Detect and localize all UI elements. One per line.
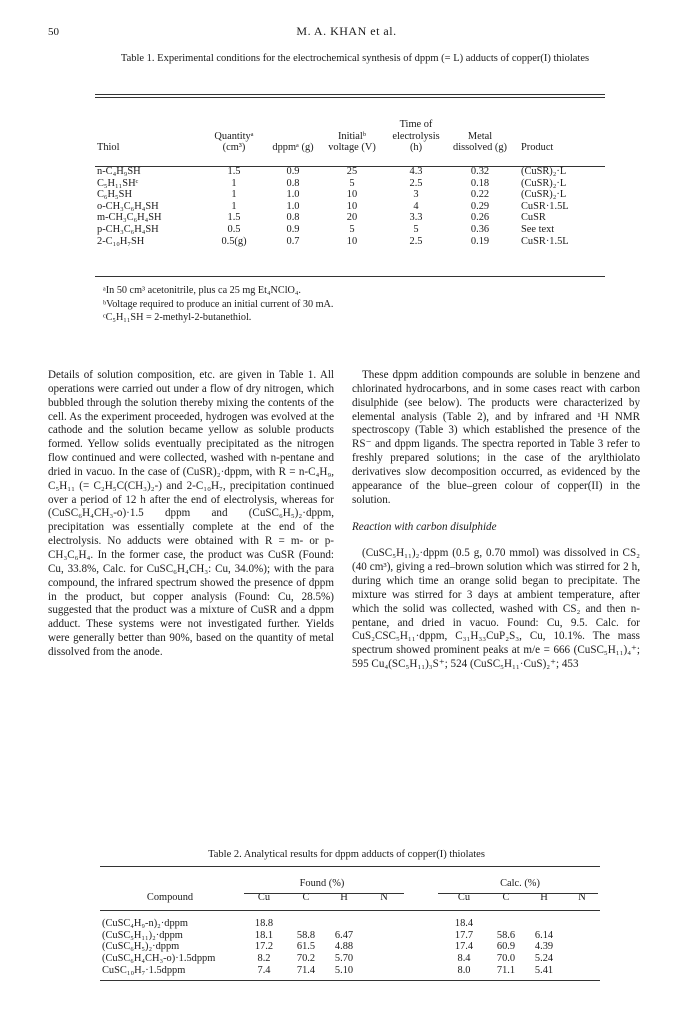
table1-header-cell: Product	[521, 142, 554, 154]
table-cell: 7.4	[257, 964, 271, 976]
table1-top-rule	[95, 94, 605, 95]
table-cell: C₆H₅SH	[97, 189, 132, 201]
table1-header-rule	[95, 166, 605, 167]
table-cell: p-CH₃C₆H₄SH	[97, 223, 159, 235]
table-cell: 4.39	[534, 941, 554, 953]
table-cell: 2.5	[409, 177, 423, 189]
table-cell: (CuSR)₂·L	[521, 177, 567, 189]
table-cell: 25	[346, 166, 358, 177]
table-cell	[524, 918, 564, 930]
table-cell: 0.8	[286, 212, 300, 224]
table-cell: 4.3	[409, 166, 423, 177]
table1-footnote: ᵇVoltage required to produce an initial current of 30 mA.	[103, 298, 334, 310]
table2-calc-rule	[438, 893, 598, 894]
table-row	[95, 201, 605, 213]
table-cell: 5.24	[534, 953, 554, 965]
table-cell: 17.4	[454, 941, 474, 953]
table-cell: 10	[346, 200, 358, 212]
table2-header-element: C	[502, 892, 510, 904]
table1-header-cell: Initialᵇ voltage (V)	[328, 130, 376, 154]
table2-header-element: C	[302, 892, 310, 904]
table-cell: (CuSC₅H₁₁)₂·dppm	[102, 929, 183, 941]
table-cell: 1.5	[227, 212, 241, 224]
table2-header-element: H	[340, 892, 348, 904]
table-cell	[564, 918, 600, 930]
table-cell: 3.3	[409, 212, 423, 224]
table-cell: 1.0	[286, 189, 300, 201]
table2-top-rule	[100, 866, 600, 867]
table1-footnote: ᶜC₅H₁₁SH = 2-methyl-2-butanethiol.	[103, 312, 252, 323]
table1-header	[95, 108, 605, 166]
table-row	[95, 178, 605, 190]
table-cell: 8.4	[457, 953, 471, 965]
table1-bottom-rule	[95, 276, 605, 277]
table-cell: 2.5	[409, 235, 423, 247]
table-row	[95, 189, 605, 201]
table-cell: CuSR·1.5L	[521, 235, 569, 247]
table2-header-element: Cu	[457, 892, 471, 904]
body-paragraph: (CuSC₅H₁₁)₂·dppm (0.5 g, 0.70 mmol) was dissolved in CS₂ (40 cm³), giving a red–brown solution which was stirred for 2 h, during which time an orange solid began to precipitate. The mixture was stirred for 3 days at ambient temperature, after which the solid was collected, washed with CS₂ and then n-pentane, and dried in vacuo. Found: Cu, 9.5. Calc. for CuS₂CSC₅H₁₁·dppm, C₃₁H₃₃CuP₂S₃, Cu, 10.1%. The mass spectrum showed prominent peaks at m/e = 666 (CuSC₅H₁₁)₄⁺; 595 Cu₄(SC₅H₁₁)₃S⁺; 524 (CuSC₅H₁₁·CuS)₂⁺; 453	[352, 547, 640, 671]
table-cell: C₅H₁₁SHᶜ	[97, 177, 139, 189]
table-cell: 6.47	[334, 929, 354, 941]
page-number: 50	[48, 26, 59, 38]
table-cell	[324, 918, 364, 930]
body-paragraph: These dppm addition compounds are soluble in benzene and chlorinated hydrocarbons, and in some cases react with carbon disulphide (see below). The products were characterized by elemental analysis (Table 2), and by infrared and ¹H NMR spectroscopy (Table 3) which established the presence of the RS⁻ and dppm ligands. The spectra reported in Table 3 refer to freshly prepared solutions; in the case of the arylthiolato derivatives slow decomposition occurred, as evidenced by the appearance of the blue–green colour of copper(II) in the solution.	[352, 369, 640, 506]
table-cell: 0.32	[470, 166, 490, 177]
table2-bottom-rule	[100, 980, 600, 981]
table-cell: (CuSR)₂·L	[521, 189, 567, 201]
table1-footnote: ᵃIn 50 cm³ acetonitrile, plus ca 25 mg Et₄NClO₄.	[103, 285, 301, 296]
table-cell: 1	[231, 189, 237, 201]
table-cell: 5.10	[334, 964, 354, 976]
table2-found-rule	[244, 893, 404, 894]
table-cell: 5	[413, 223, 419, 235]
table-row	[95, 212, 605, 224]
table2-group-found: Found (%)	[299, 878, 345, 890]
table1-header-cell: dppmᵃ (g)	[272, 142, 314, 154]
table-cell: 58.6	[496, 929, 516, 941]
table-cell: 5.41	[534, 964, 554, 976]
table2-header-element: Cu	[257, 892, 271, 904]
table-cell: See text	[521, 223, 555, 235]
body-right-column	[352, 369, 640, 672]
table-cell	[364, 930, 404, 942]
table1-header-cell: Quantityᵃ (cm³)	[214, 130, 254, 154]
table-cell: 1.0	[286, 200, 300, 212]
table-row	[100, 918, 600, 930]
table-cell	[564, 965, 600, 977]
table-cell: 0.22	[470, 189, 490, 201]
table-cell	[364, 965, 404, 977]
table-row	[95, 224, 605, 236]
table-cell: 5	[349, 223, 355, 235]
table1	[95, 108, 605, 247]
table-cell: 8.0	[457, 964, 471, 976]
table-cell: 0.9	[286, 166, 300, 177]
table-cell: m-CH₃C₆H₄SH	[97, 212, 162, 224]
table-cell: 0.9	[286, 223, 300, 235]
table-cell: 10	[346, 189, 358, 201]
table-row	[100, 965, 600, 977]
table-cell: 6.14	[534, 929, 554, 941]
table-cell: 0.36	[470, 223, 490, 235]
body-left-column	[48, 369, 334, 660]
table2	[100, 870, 600, 977]
table2-header-element: N	[380, 892, 388, 904]
table-cell: (CuSR)₂·L	[521, 166, 567, 177]
table-cell: 0.19	[470, 235, 490, 247]
table-cell: 0.18	[470, 177, 490, 189]
table-cell: 0.5	[227, 223, 241, 235]
table-cell: 10	[346, 235, 358, 247]
body-paragraph: Details of solution composition, etc. are given in Table 1. All operations were carried out under a flow of dry nitrogen, which bubbled through the solution thereby mixing the contents of the cell. As the experiment proceeded, hydrogen was evolved at the cathode and the solution became yellow as soluble products formed. Yellow solids eventually precipitated as the nitrogen flow continued and were collected, washed with n-pentane and dried in vacuo. In the case of (CuSR)₂·dppm, with R = n-C₄H₉, C₅H₁₁ (= C₂H₅C(CH₃)₂-) and 2-C₁₀H₇, precipitation continued over a period of 12 h after the end of electrolysis, whereas for (CuSC₆H₄CH₃-o)·1.5 dppm and (CuSC₆H₅)₂·dppm, precipitation was essentially complete at the end of the electrolysis. No adducts were obtained with R = m- or p-CH₃C₆H₄. In the former case, the product was CuSR (Found: Cu, 33.8%, Calc. for CuSC₆H₄CH₃: Cu, 34.0%); with the para compound, the infrared spectrum showed the presence of dppm in the product, but copper analysis (Found: Cu, 28.5%) suggested that the product was a mixture of CuSR and a dppm adduct. These systems were not investigated further. Yields were generally better than 90%, based on the quantity of metal dissolved from the anode.	[48, 369, 334, 658]
table-cell	[288, 918, 324, 930]
table-cell: 61.5	[296, 941, 316, 953]
table-cell	[488, 918, 524, 930]
table-cell: 70.2	[296, 953, 316, 965]
table-cell: o-CH₃C₆H₄SH	[97, 200, 159, 212]
table2-header-element: H	[540, 892, 548, 904]
table2-header-compound: Compound	[146, 892, 194, 904]
table-row	[100, 930, 600, 942]
table2-header-element: N	[578, 892, 586, 904]
table-cell: 2-C₁₀H₇SH	[97, 235, 145, 247]
table-cell: CuSR	[521, 212, 546, 224]
table-cell: 1.5	[227, 166, 241, 177]
table-cell: 1	[231, 200, 237, 212]
table1-header-cell: Time of electrolysis (h)	[392, 119, 440, 154]
table-cell: CuSC₁₀H₇·1.5dppm	[102, 964, 186, 976]
table-cell: 58.8	[296, 929, 316, 941]
table-row	[100, 953, 600, 965]
table-cell: 17.7	[454, 929, 474, 941]
table-cell: 0.5(g)	[221, 235, 247, 247]
table-cell: CuSR·1.5L	[521, 200, 569, 212]
table-cell: 70.0	[496, 953, 516, 965]
table-cell	[364, 941, 404, 953]
table-cell: 20	[346, 212, 358, 224]
table-cell: 0.8	[286, 177, 300, 189]
table1-top-rule-2	[95, 97, 605, 98]
running-head: M. A. KHAN et al.	[296, 24, 397, 38]
table-cell	[564, 930, 600, 942]
table-cell: n-C₄H₉SH	[97, 166, 141, 177]
table-cell	[564, 941, 600, 953]
table-cell: 4.88	[334, 941, 354, 953]
section-heading: Reaction with carbon disulphide	[352, 521, 497, 534]
table-cell: 71.1	[496, 964, 516, 976]
table-cell: (CuSC₆H₄CH₃-o)·1.5dppm	[102, 953, 216, 965]
table-row	[95, 236, 605, 248]
table-cell: 71.4	[296, 964, 316, 976]
table2-header-rule	[100, 910, 600, 911]
table-cell: 60.9	[496, 941, 516, 953]
table-cell: 0.29	[470, 200, 490, 212]
table-cell: 0.26	[470, 212, 490, 224]
table-cell: (CuSC₄H₉-n)₂·dppm	[102, 917, 188, 929]
table-cell: 8.2	[257, 953, 271, 965]
table-row	[100, 941, 600, 953]
table-cell: 0.7	[286, 235, 300, 247]
table1-footnotes	[103, 284, 333, 325]
table1-caption: Table 1. Experimental conditions for the electrochemical synthesis of dppm (= L) adducts of copper(I) thiolates	[120, 53, 590, 64]
table-cell: 3	[413, 189, 419, 201]
table-cell: 18.4	[454, 917, 474, 929]
table2-group-calc: Calc. (%)	[500, 878, 540, 890]
table2-caption: Table 2. Analytical results for dppm adducts of copper(I) thiolates	[208, 849, 485, 860]
table-cell	[364, 953, 404, 965]
table-cell	[364, 918, 404, 930]
table-cell: 18.1	[254, 929, 274, 941]
table-cell: 5.70	[334, 953, 354, 965]
table1-header-cell: Thiol	[97, 142, 120, 154]
table-row	[95, 166, 605, 178]
table-cell: 1	[231, 177, 237, 189]
table1-header-cell: Metal dissolved (g)	[453, 130, 507, 154]
table-cell: 17.2	[254, 941, 274, 953]
table-cell: 5	[349, 177, 355, 189]
table-cell: 18.8	[254, 917, 274, 929]
table-cell	[564, 953, 600, 965]
table-cell: 4	[413, 200, 419, 212]
table-cell: (CuSC₆H₅)₂·dppm	[102, 941, 180, 953]
